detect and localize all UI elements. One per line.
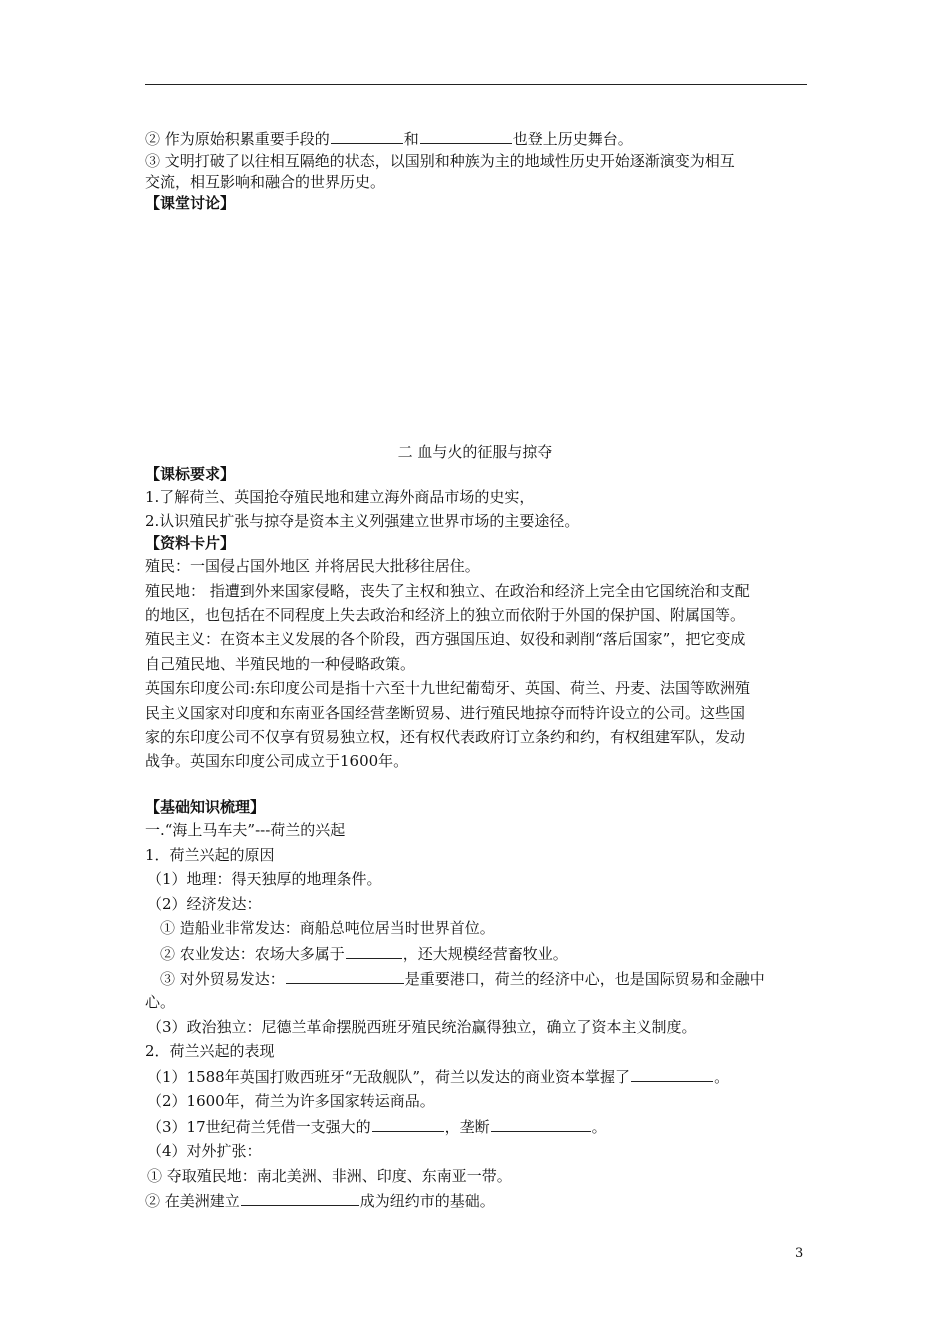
page-number: 3: [795, 1246, 804, 1261]
text-segment: 。: [714, 1068, 730, 1086]
fill-blank: [286, 968, 404, 984]
cards-heading: 【资料卡片】: [145, 534, 236, 552]
text-line: [145, 128, 633, 149]
text-segment: 也登上历史舞台。: [512, 130, 633, 148]
card-line: 殖民地： 指遭到外来国家侵略，丧失了主权和独立、在政治和经济上完全由它国统治和支配: [145, 582, 750, 600]
text-segment: （3）17世纪荷兰凭借一支强大的: [147, 1118, 371, 1136]
discussion-heading: 【课堂讨论】: [145, 194, 236, 212]
header-rule: [145, 84, 807, 85]
outline-item: [145, 1190, 495, 1211]
fill-blank: [631, 1066, 713, 1082]
standards-item: 2.认识殖民扩张与掠夺是资本主义列强建立世界市场的主要途径。: [145, 512, 580, 530]
text-segment: 和: [403, 130, 419, 148]
card-line: 的地区，也包括在不同程度上失去政治和经济上的独立而依附于外国的保护国、附属国等。: [145, 606, 746, 624]
text-segment: ② 在美洲建立: [145, 1192, 240, 1210]
fill-blank: [372, 1116, 444, 1132]
outline-item: [147, 1116, 607, 1137]
text-segment: ，垄断: [444, 1118, 490, 1136]
standards-heading: 【课标要求】: [145, 465, 236, 483]
outline-item: ① 夺取殖民地：南北美洲、非洲、印度、东南亚一带。: [147, 1167, 512, 1185]
outline-item: （4）对外扩张：: [147, 1142, 262, 1160]
fill-blank: [420, 128, 512, 144]
outline-heading: 一.“海上马车夫”---荷兰的兴起: [145, 821, 346, 839]
outline-item: [147, 1066, 729, 1087]
text-line: 交流，相互影响和融合的世界历史。: [145, 173, 386, 191]
text-segment: ，还大规模经营畜牧业。: [402, 945, 568, 963]
card-line: 殖民：一国侵占国外地区 并将居民大批移往居住。: [145, 557, 480, 575]
fill-blank: [491, 1116, 591, 1132]
outline-item: （2）经济发达：: [147, 895, 262, 913]
card-line: 殖民主义：在资本主义发展的各个阶段，西方强国压迫、奴役和剥削“落后国家”，把它变成: [145, 630, 746, 648]
basics-heading: 【基础知识梳理】: [145, 798, 266, 816]
card-line: 战争。英国东印度公司成立于1600年。: [145, 752, 409, 770]
card-line: 自己殖民地、半殖民地的一种侵略政策。: [145, 655, 416, 673]
outline-item: 2．荷兰兴起的表现: [145, 1042, 275, 1060]
card-line: 家的东印度公司不仅享有贸易独立权，还有权代表政府订立条约和约，有权组建军队，发动: [145, 728, 746, 746]
outline-item: [160, 968, 765, 989]
standards-item: 1.了解荷兰、英国抢夺殖民地和建立海外商品市场的史实，: [145, 488, 535, 506]
text-line: ③ 文明打破了以往相互隔绝的状态，以国别和种族为主的地域性历史开始逐渐演变为相互: [145, 152, 735, 170]
fill-blank: [331, 128, 403, 144]
outline-item: （2）1600年，荷兰为许多国家转运商品。: [147, 1092, 435, 1110]
outline-item: ① 造船业非常发达：商船总吨位居当时世界首位。: [160, 919, 495, 937]
card-line: 英国东印度公司:东印度公司是指十六至十九世纪葡萄牙、英国、荷兰、丹麦、法国等欧洲殖: [145, 679, 751, 697]
text-segment: （1）1588年英国打败西班牙“无敌舰队”，荷兰以发达的商业资本掌握了: [147, 1068, 631, 1086]
section-title: 二 血与火的征服与掠夺: [397, 443, 553, 461]
text-segment: 。: [591, 1118, 607, 1136]
text-segment: ② 作为原始积累重要手段的: [145, 130, 330, 148]
fill-blank: [241, 1190, 359, 1206]
text-segment: ③ 对外贸易发达：: [160, 970, 285, 988]
outline-item: （1）地理：得天独厚的地理条件。: [147, 870, 382, 888]
text-segment: ② 农业发达：农场大多属于: [160, 945, 345, 963]
outline-item: 1．荷兰兴起的原因: [145, 846, 275, 864]
outline-item: 心。: [145, 993, 176, 1011]
card-line: 民主义国家对印度和东南亚各国经营垄断贸易、进行殖民地掠夺而特许设立的公司。这些国: [145, 704, 746, 722]
fill-blank: [346, 943, 402, 959]
outline-item: [160, 943, 568, 964]
text-segment: 是重要港口，荷兰的经济中心，也是国际贸易和金融中: [404, 970, 765, 988]
text-segment: 成为纽约市的基础。: [359, 1192, 495, 1210]
outline-item: （3）政治独立：尼德兰革命摆脱西班牙殖民统治赢得独立，确立了资本主义制度。: [147, 1018, 697, 1036]
